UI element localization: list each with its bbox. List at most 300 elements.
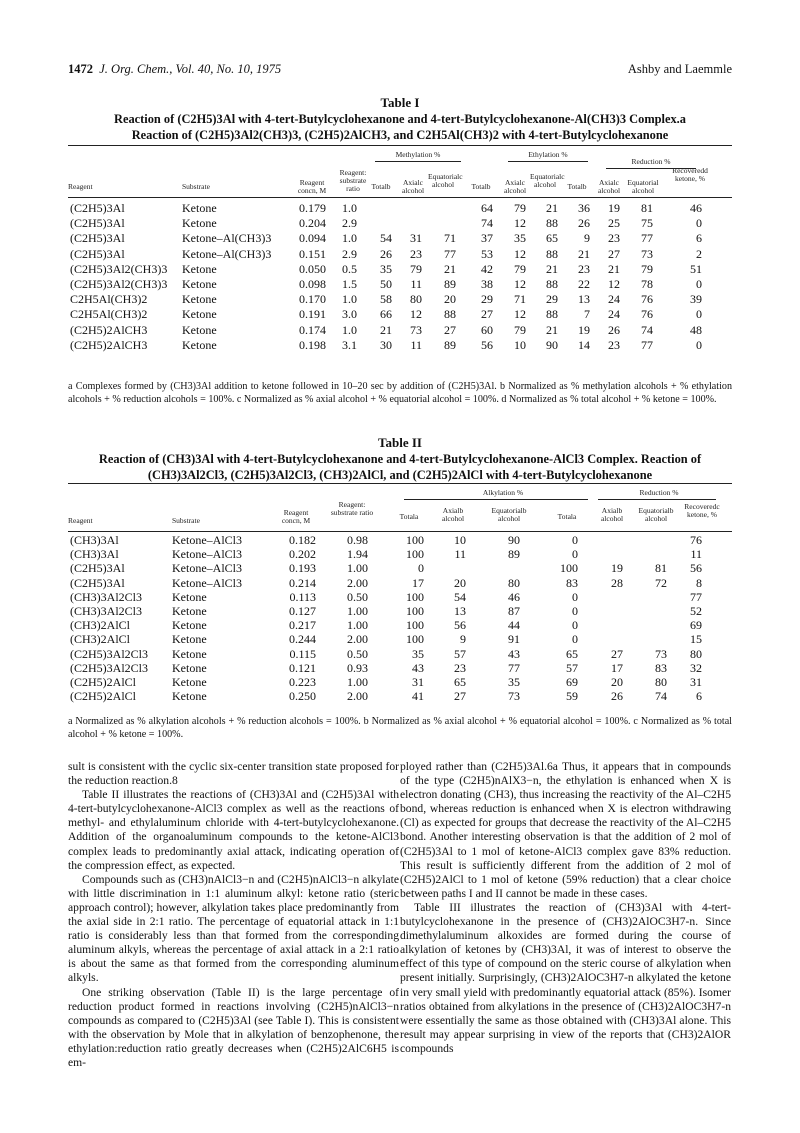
table-row [68, 338, 732, 352]
table-cell: (C2H5)3Al2Cl3 [70, 660, 148, 675]
body-paragraph: Compounds such as (CH3)nAlCl3−n and (C2H5)nAlCl3−n alkylate with little discrimination in 1:1 aluminum alkyl: ketone ratio (steric approach control); however, alkylation takes place predominantly from the axial side in 2:1 ratio. The percentage of equatorial attack in 1:1 ratio is considerably less than that formed from the corresponding aluminum alkyls, whereas the percentage of axial attack in a 2:1 ratio is about the same as that formed from the corresponding aluminum alkyls. [68, 872, 399, 985]
table-cell: 83 [655, 660, 667, 675]
table-cell: (C2H5)2AlCl [70, 675, 136, 689]
table-cell: Ketone [182, 261, 217, 276]
table-cell: 0.244 [289, 632, 316, 647]
table-cell: 100 [406, 589, 424, 604]
table-cell: Ketone [182, 292, 217, 307]
table-cell: 51 [690, 261, 702, 276]
table-cell: 0 [572, 632, 578, 647]
table-cell: 23 [608, 337, 620, 352]
table1-group-ethylation: Ethylation % [528, 150, 568, 159]
table1-group-reduction: Reduction % [631, 157, 671, 166]
table-cell: 23 [410, 246, 422, 261]
table-cell: 17 [611, 660, 623, 675]
table-cell: 31 [412, 675, 424, 689]
table-cell: 20 [611, 675, 623, 689]
table-row [68, 661, 732, 675]
table-cell: 21 [380, 322, 392, 337]
table-cell: 10 [514, 337, 526, 352]
table-cell: 30 [380, 337, 392, 352]
table-cell: 42 [481, 261, 493, 276]
table-cell: 0.121 [289, 660, 316, 675]
table-cell: C2H5Al(CH3)2 [70, 307, 148, 322]
table-cell: Ketone [182, 307, 217, 322]
table-cell: 2.00 [347, 689, 368, 704]
table-cell: 87 [508, 604, 520, 618]
table-row [68, 201, 732, 215]
t2-colhead: Axialb alcohol [441, 506, 465, 523]
table-cell: 0.217 [289, 618, 316, 633]
table-cell: 83 [566, 575, 578, 590]
table-cell: 81 [655, 561, 667, 576]
table-cell: 37 [481, 231, 493, 246]
table-cell: 26 [608, 322, 620, 337]
table-cell: 100 [406, 618, 424, 633]
table-cell: 0.98 [347, 533, 368, 547]
table-cell: 35 [514, 231, 526, 246]
table-cell: 19 [578, 322, 590, 337]
table-cell: 21 [546, 261, 558, 276]
table-cell: 6 [696, 231, 702, 246]
table-cell: 46 [690, 201, 702, 215]
table2-group-alkylation: Alkylation % [482, 488, 524, 497]
table-cell: 0.250 [289, 689, 316, 704]
table-cell: Ketone [172, 632, 207, 647]
table-cell: 89 [444, 277, 456, 291]
table-cell: 69 [566, 675, 578, 689]
table-cell: 0.193 [289, 561, 316, 576]
table-row [68, 576, 732, 590]
table-cell: 80 [410, 292, 422, 307]
table-cell: 80 [655, 675, 667, 689]
table-cell: (C2H5)2AlCl [70, 689, 136, 704]
table2-caption [60, 435, 740, 483]
table-cell: 100 [406, 604, 424, 618]
table-cell: 12 [514, 216, 526, 231]
table-cell: 71 [444, 231, 456, 246]
table-cell: 29 [546, 292, 558, 307]
table-cell: (CH3)2AlCl [70, 632, 130, 647]
t1-colhead: Reagent: substrate ratio [339, 168, 367, 193]
table-cell: 17 [412, 575, 424, 590]
table-cell: 88 [546, 246, 558, 261]
table-cell: 7 [584, 307, 590, 322]
table-cell: 77 [508, 660, 520, 675]
table-cell: 90 [508, 533, 520, 547]
table2 [68, 483, 732, 704]
table-row [68, 533, 732, 547]
table-cell: 32 [690, 660, 702, 675]
table-cell: 90 [546, 337, 558, 352]
table-row [68, 618, 732, 632]
table-cell: 89 [508, 547, 520, 562]
table-cell: 65 [546, 231, 558, 246]
table-cell: 81 [641, 201, 653, 215]
table-cell: 0 [572, 533, 578, 547]
table-cell: 0 [572, 547, 578, 562]
table-row [68, 632, 732, 646]
table-cell: 31 [410, 231, 422, 246]
table-cell: Ketone [172, 660, 207, 675]
table-cell: 0.179 [299, 201, 326, 215]
table-cell: 20 [444, 292, 456, 307]
table-cell: 76 [641, 292, 653, 307]
table-cell: 2.00 [347, 632, 368, 647]
table-cell: 88 [546, 216, 558, 231]
table-cell: Ketone–AlCl3 [172, 547, 242, 562]
table-cell: (CH3)3Al2Cl3 [70, 589, 142, 604]
table2-label: Table II [378, 435, 422, 450]
table1-title-line2: Reaction of (C2H5)3Al2(CH3)3, (C2H5)2AlCH3, and C2H5Al(CH3)2 with 4-tert-Butylcyclohexanone [131, 128, 669, 142]
table-cell: 3.0 [342, 307, 357, 322]
table-cell: 0.214 [289, 575, 316, 590]
table-row [68, 323, 732, 337]
table1-label: Table I [380, 95, 420, 110]
table-cell: 1.0 [342, 231, 357, 246]
table-cell: 0.127 [289, 604, 316, 618]
table-cell: 79 [410, 261, 422, 276]
table1-group-methylation: Methylation % [395, 150, 441, 159]
table-cell: Ketone [182, 216, 217, 231]
table-cell: 77 [444, 246, 456, 261]
table-cell: 74 [655, 689, 667, 704]
table-cell: 54 [380, 231, 392, 246]
table-cell: 88 [546, 307, 558, 322]
table-cell: 77 [641, 231, 653, 246]
table-cell: 1.00 [347, 604, 368, 618]
table1-footnote: a Complexes formed by (CH3)3Al addition to ketone followed in 10–20 sec by addition of (C2H5)3Al. b Normalized as % methylation alcohols + % ethylation alcohols + % reduction alcohols = 100%. c Normalized as % axial alcohol + % equatorial alcohol = 100%. d Normalized as % total alcohol + % ketone = 100%. [68, 381, 732, 405]
table-cell: Ketone [182, 201, 217, 215]
table-cell: 13 [578, 292, 590, 307]
table-cell: (C2H5)3Al [70, 246, 125, 261]
table-cell: 76 [690, 533, 702, 547]
table-cell: 2.9 [342, 216, 357, 231]
table-cell: 12 [410, 307, 422, 322]
table-cell: 26 [380, 246, 392, 261]
table-cell: 1.0 [342, 201, 357, 215]
table-cell: 54 [454, 589, 466, 604]
table-row [68, 647, 732, 661]
table-cell: 3.1 [342, 337, 357, 352]
table-row [68, 307, 732, 321]
table-cell: 88 [444, 307, 456, 322]
t1-colhead: Totalb [371, 182, 391, 191]
table-cell: (CH3)3Al [70, 547, 119, 562]
table-cell: 56 [454, 618, 466, 633]
table-row [68, 689, 732, 703]
table-cell: 10 [454, 533, 466, 547]
table-cell: 64 [481, 201, 493, 215]
table-row [68, 247, 732, 261]
table-cell: 57 [566, 660, 578, 675]
table-cell: 71 [514, 292, 526, 307]
table-cell: 1.00 [347, 561, 368, 576]
table-cell: 73 [655, 646, 667, 661]
table-row [68, 262, 732, 276]
t2-colhead: Recoveredc ketone, % [684, 502, 720, 519]
table1-caption [60, 95, 740, 143]
table-cell: 11 [410, 277, 422, 291]
table-cell: 0.202 [289, 547, 316, 562]
table-cell: 1.94 [347, 547, 368, 562]
table-cell: 0.191 [299, 307, 326, 322]
table-cell: 79 [514, 261, 526, 276]
table1-title-line1: Reaction of (C2H5)3Al with 4-tert-Butylcyclohexanone and 4-tert-Butylcyclohexanone-Al(CH3)3 Complex.a [114, 112, 686, 126]
body-right-column [400, 760, 731, 1056]
table-cell: 79 [514, 201, 526, 215]
t2-colhead: Axialb alcohol [600, 506, 624, 523]
table2-group-reduction: Reduction % [639, 488, 679, 497]
t1-colhead: Recoveredd ketone, % [672, 166, 708, 183]
table-cell: 19 [608, 201, 620, 215]
t1-colhead: Reagent concn, M [297, 178, 327, 195]
table-cell: 38 [481, 277, 493, 291]
table-cell: 66 [380, 307, 392, 322]
table-cell: (C2H5)3Al [70, 575, 125, 590]
table-cell: 80 [508, 575, 520, 590]
table-cell: 0.204 [299, 216, 326, 231]
table-cell: 41 [412, 689, 424, 704]
table-cell: 0.182 [289, 533, 316, 547]
t1-colhead: Axialc alcohol [401, 178, 425, 195]
table-cell: 72 [655, 575, 667, 590]
table-row [68, 604, 732, 618]
table-cell: (CH3)2AlCl [70, 618, 130, 633]
table-cell: 21 [608, 261, 620, 276]
table-cell: Ketone [172, 618, 207, 633]
table-cell: 0 [696, 307, 702, 322]
table-cell: 26 [578, 216, 590, 231]
table-cell: 0.198 [299, 337, 326, 352]
table-cell: 12 [514, 246, 526, 261]
table-cell: Ketone [172, 689, 207, 704]
body-paragraph: ployed rather than (C2H5)3Al.6a Thus, it appears that in compounds of the type (C2H5)nAlX3−n, the ethylation is enhanced when X is electron donating (CH3), thus increasing the reactivity of the Al–C2H5 bond, whereas reduction is enhanced when X is electron withdrawing (Cl) as expected for groups that decrease the reactivity of the Al–C2H5 bond. Another interesting observation is that the addition of 2 mol of (C2H5)3Al to 1 mol of ketone-AlCl3 complex gave 83% reduction. This result is sufficiently different from the addition of 2 mol of (C2H5)2AlCl to 1 mol of ketone (59% reduction) that a clear choice between paths I and II cannot be made in these cases. [400, 760, 731, 900]
table-cell: 1.0 [342, 322, 357, 337]
table-cell: 36 [578, 201, 590, 215]
table-cell: 0.098 [299, 277, 326, 291]
t2-colhead: Reagent [68, 516, 93, 525]
table-row [68, 277, 732, 291]
table-cell: 9 [460, 632, 466, 647]
table-cell: (C2H5)3Al [70, 201, 125, 215]
table-cell: 12 [514, 277, 526, 291]
table-cell: 65 [454, 675, 466, 689]
table-cell: (C2H5)3Al2(CH3)3 [70, 261, 168, 276]
table-cell: 48 [690, 322, 702, 337]
table-cell: (CH3)3Al [70, 533, 119, 547]
table-cell: 2.00 [347, 575, 368, 590]
t1-colhead: Axialc alcohol [503, 178, 527, 195]
t2-colhead: Reagent concn, M [281, 508, 311, 525]
table-cell: Ketone [172, 675, 207, 689]
table-cell: 57 [454, 646, 466, 661]
table-cell: 53 [481, 246, 493, 261]
table-cell: (C2H5)3Al2Cl3 [70, 646, 148, 661]
table-cell: 21 [444, 261, 456, 276]
table-cell: 0.50 [347, 589, 368, 604]
t1-colhead: Reagent [68, 182, 93, 191]
table-cell: 11 [410, 337, 422, 352]
table-cell: 79 [514, 322, 526, 337]
table-cell: 1.00 [347, 675, 368, 689]
table-cell: 74 [641, 322, 653, 337]
table-cell: (C2H5)3Al [70, 231, 125, 246]
table-cell: 13 [454, 604, 466, 618]
table-cell: Ketone–Al(CH3)3 [182, 246, 272, 261]
table-cell: 65 [566, 646, 578, 661]
table-cell: 12 [514, 307, 526, 322]
t1-colhead: Totalb [471, 182, 491, 191]
table-cell: Ketone [182, 322, 217, 337]
t1-colhead: Axialc alcohol [597, 178, 621, 195]
table-cell: 43 [508, 646, 520, 661]
table-cell: 6 [696, 689, 702, 704]
journal-citation: J. Org. Chem., Vol. 40, No. 10, 1975 [99, 62, 282, 76]
table-cell: 79 [641, 261, 653, 276]
table-cell: 29 [481, 292, 493, 307]
table-cell: 19 [611, 561, 623, 576]
table-cell: Ketone [182, 277, 217, 291]
body-paragraph: Table III illustrates the reaction of (CH3)3Al with 4-tert-butylcyclohexanone in the presence of (CH3)2AlOC3H7-n. Since dimethylaluminum alkoxides are formed during the course of alkylation of ketones by (CH3)3Al, it was of interest to observe the effect of this type of compound on the steric course of alkylation when present initially. Surprisingly, (CH3)2AlOC3H7-n alkylated the ketone in very small yield with predominantly equatorial attack (85%). Isomer ratios obtained from alkylations in the presence of (CH3)2AlOC3H7-n were essentially the same as those obtained with (CH3)3Al alone. This result may appear surprising in view of the reports that (CH3)2AlOR compounds [400, 900, 731, 1055]
table-cell: 0.115 [289, 646, 316, 661]
table-cell: 88 [546, 277, 558, 291]
table2-title-line2: (CH3)3Al2Cl3, (C2H5)3Al2Cl3, (CH3)2AlCl, and (C2H5)2AlCl with 4-tert-Butylcyclohexanone [147, 468, 653, 482]
table-cell: 35 [380, 261, 392, 276]
table-cell: (CH3)3Al2Cl3 [70, 604, 142, 618]
table-cell: 0.223 [289, 675, 316, 689]
table-cell: 23 [608, 231, 620, 246]
table-cell: 0.151 [299, 246, 326, 261]
table-cell: 91 [508, 632, 520, 647]
table-cell: 52 [690, 604, 702, 618]
header-left [68, 62, 281, 77]
table-cell: 0 [572, 604, 578, 618]
table-cell: 77 [641, 337, 653, 352]
table-cell: 0.5 [342, 261, 357, 276]
table-cell: 0 [572, 618, 578, 633]
table-cell: (C2H5)3Al [70, 561, 125, 576]
table-cell: 31 [690, 675, 702, 689]
table-cell: 74 [481, 216, 493, 231]
table-cell: 43 [412, 660, 424, 675]
table-cell: 0.050 [299, 261, 326, 276]
table-cell: 11 [690, 547, 702, 562]
table-cell: 1.00 [347, 618, 368, 633]
table-cell: 14 [578, 337, 590, 352]
t2-colhead: Equatorialb alcohol [638, 506, 674, 523]
body-paragraph: Table II illustrates the reactions of (CH3)3Al and (C2H5)3Al with 4-tert-butylcyclohexanone-AlCl3 complex as well as the reactions of methyl- and ethylaluminum chloride with 4-tert-butylcyclohexanone. Addition of the organoaluminum compounds to the ketone-AlCl3 complex leads to predominantly axial attack, indicating operation of the compression effect, as expected. [68, 788, 399, 872]
table-cell: 100 [406, 533, 424, 547]
table-cell: 0 [696, 277, 702, 291]
table-cell: 0 [572, 589, 578, 604]
table-cell: 21 [578, 246, 590, 261]
table-cell: 0.174 [299, 322, 326, 337]
table-cell: 0.50 [347, 646, 368, 661]
table-cell: 26 [611, 689, 623, 704]
table-cell: 73 [641, 246, 653, 261]
table-cell: 100 [406, 632, 424, 647]
table-row [68, 590, 732, 604]
table-cell: 35 [412, 646, 424, 661]
table-cell: 20 [454, 575, 466, 590]
table-cell: 23 [578, 261, 590, 276]
table-cell: 27 [608, 246, 620, 261]
table-cell: (C2H5)3Al2(CH3)3 [70, 277, 168, 291]
table-cell: 2 [696, 246, 702, 261]
table-cell: Ketone–AlCl3 [172, 561, 242, 576]
table-cell: 0 [696, 337, 702, 352]
t2-colhead: Reagent: substrate ratio [330, 500, 374, 517]
table-cell: 27 [611, 646, 623, 661]
table-cell: 2.9 [342, 246, 357, 261]
table-cell: 77 [690, 589, 702, 604]
table-cell: 9 [584, 231, 590, 246]
table-cell: 0.094 [299, 231, 326, 246]
table-cell: C2H5Al(CH3)2 [70, 292, 148, 307]
table-cell: 11 [454, 547, 466, 562]
table-cell: Ketone [172, 604, 207, 618]
table-cell: (C2H5)3Al [70, 216, 125, 231]
t2-colhead: Substrate [172, 516, 200, 525]
table-cell: 1.0 [342, 292, 357, 307]
table-cell: 27 [481, 307, 493, 322]
table-cell: 75 [641, 216, 653, 231]
table-cell: 28 [611, 575, 623, 590]
table-cell: 39 [690, 292, 702, 307]
table-cell: 100 [560, 561, 578, 576]
table-row [68, 231, 732, 245]
table-cell: 76 [641, 307, 653, 322]
table-row [68, 547, 732, 561]
table-cell: 0.113 [289, 589, 316, 604]
table-cell: 80 [690, 646, 702, 661]
table-cell: (C2H5)2AlCH3 [70, 322, 148, 337]
table-cell: 78 [641, 277, 653, 291]
t1-colhead: Equatorial alcohol [627, 178, 659, 195]
table-cell: 15 [690, 632, 702, 647]
table-cell: 46 [508, 589, 520, 604]
page-number: 1472 [68, 62, 93, 76]
table-cell: 27 [454, 689, 466, 704]
table-cell: 73 [508, 689, 520, 704]
t1-colhead: Equatorialc alcohol [530, 172, 565, 189]
t2-colhead: Equatorialb alcohol [491, 506, 527, 523]
table2-footnote: a Normalized as % alkylation alcohols + % reduction alcohols = 100%. b Normalized as % axial alcohol + % equatorial alcohol = 100%. c Normalized as % total alcohol + % ketone = 100%. [68, 716, 732, 740]
body-paragraph: One striking observation (Table II) is the large percentage of reduction product formed in reactions involving (C2H5)nAlCl3−n compounds as compared to (C2H5)3Al (see Table I). This is consistent with the observation by Mole that in alkylation of benzophenone, the ethylation:reduction ratio greatly decreases when (C2H5)2AlC6H5 is em- [68, 985, 399, 1069]
table-cell: 60 [481, 322, 493, 337]
table2-title-line1: Reaction of (CH3)3Al with 4-tert-Butylcyclohexanone and 4-tert-Butylcyclohexanone-AlCl3 Complex. Reaction of [98, 452, 702, 466]
table-cell: 0.170 [299, 292, 326, 307]
table1 [68, 145, 732, 380]
table-row [68, 292, 732, 306]
t2-colhead: Totala [557, 512, 577, 521]
table-cell: Ketone [182, 337, 217, 352]
table-cell: 12 [608, 277, 620, 291]
table-cell: 24 [608, 292, 620, 307]
header-authors: Ashby and Laemmle [627, 62, 732, 76]
table-cell: 22 [578, 277, 590, 291]
t2-colhead: Totala [399, 512, 419, 521]
table-cell: Ketone [172, 646, 207, 661]
t1-colhead: Totalb [567, 182, 587, 191]
table-cell: Ketone–AlCl3 [172, 533, 242, 547]
table-row [68, 675, 732, 689]
table-cell: 35 [508, 675, 520, 689]
table-cell: 0 [418, 561, 424, 576]
t1-colhead: Substrate [182, 182, 210, 191]
table-cell: 24 [608, 307, 620, 322]
